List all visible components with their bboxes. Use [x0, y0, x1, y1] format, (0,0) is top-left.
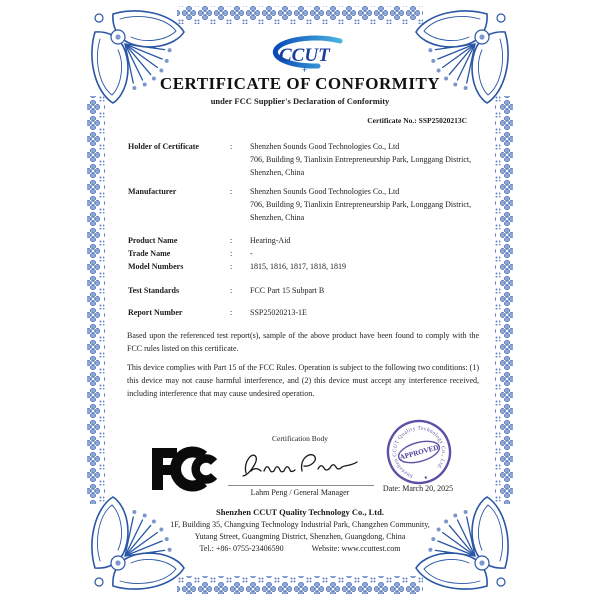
- field-value: FCC Part 15 Subpart B: [250, 286, 325, 295]
- ccut-logo-icon: [252, 34, 348, 76]
- company-tel: Tel.: +86- 0755-23406590: [199, 544, 284, 553]
- field-label: Holder of Certificate: [128, 142, 199, 151]
- field-colon: :: [230, 142, 233, 151]
- field-colon: :: [230, 262, 233, 271]
- statement-paragraph-1: Based upon the referenced test report(s), sample of the above product have been found to comply with the FCC rules listed on this certificate.: [127, 331, 479, 354]
- field-colon: :: [230, 236, 233, 245]
- field-row-manufacturer: [128, 185, 478, 224]
- signature-divider: [228, 485, 374, 486]
- field-label: Model Numbers: [128, 262, 184, 271]
- field-value: SSP25020213-1E: [250, 308, 307, 317]
- statement-paragraph-2: This device complies with Part 15 of the FCC Rules. Operation is subject to the following two conditions: (1) this device may not cause harmful interference, and (2) this device must accept any interference received, including interference that may cause undesired operation.: [127, 363, 479, 399]
- field-colon: :: [230, 187, 233, 196]
- field-label: Trade Name: [128, 249, 171, 258]
- field-row-report-number: [128, 306, 478, 319]
- ccut-logo-plus: +: [302, 65, 308, 75]
- ccut-logo-text: CCUT: [279, 45, 330, 66]
- stamp-center-text: APPROVED: [398, 443, 440, 462]
- field-value: Shenzhen Sounds Good Technologies Co., Ltd 706, Building 9, Tianlixin Entrepreneurship Park, Longgang District, Shenzhen, China: [250, 142, 472, 177]
- certification-body-label: Certification Body: [271, 434, 329, 443]
- field-label: Manufacturer: [128, 187, 177, 196]
- certificate-number: Certificate No.: SSP25020213C: [367, 116, 467, 125]
- field-label: Report Number: [128, 308, 183, 317]
- field-value: Hearing-Aid: [250, 236, 291, 245]
- page-title: CERTIFICATE OF CONFORMITY: [159, 74, 441, 93]
- field-row-test-standards: [128, 284, 478, 297]
- stamp-ring-text: Shenzhen CCUT Quality Technology Co., Ltd.: [392, 425, 447, 479]
- issue-date: Date: March 20, 2025: [382, 484, 454, 493]
- field-label: Product Name: [128, 236, 178, 245]
- field-colon: :: [230, 286, 233, 295]
- field-colon: :: [230, 249, 233, 258]
- company-address-line2: Yutang Street, Guangming District, Shenzhen, Guangdong, China: [194, 532, 406, 541]
- field-value: Shenzhen Sounds Good Technologies Co., Ltd 706, Building 9, Tianlixin Entrepreneurship Park, Longgang District, Shenzhen, China: [250, 187, 472, 222]
- field-value: 1815, 1816, 1817, 1818, 1819: [250, 262, 346, 271]
- signatory-name: Lahm Peng / General Manager: [250, 488, 350, 497]
- company-name: Shenzhen CCUT Quality Technology Co., Ltd.: [216, 507, 384, 517]
- approved-stamp-icon: [378, 414, 460, 494]
- field-row-trade-name: [128, 247, 478, 260]
- page-subtitle: under FCC Supplier's Declaration of Conformity: [210, 96, 390, 106]
- signature-icon: [238, 446, 362, 484]
- field-label: Test Standards: [128, 286, 180, 295]
- company-address-line1: 1F, Building 35, Changxing Technology Industrial Park, Changzhen Community,: [170, 520, 430, 529]
- field-row-holder: [128, 140, 478, 179]
- company-website: Website: www.ccuttest.com: [311, 544, 401, 553]
- company-contact-row: [0, 544, 600, 553]
- fcc-logo-icon: [150, 445, 224, 493]
- field-colon: :: [230, 308, 233, 317]
- stamp-star: ★: [423, 474, 429, 482]
- field-row-product-name: [128, 234, 478, 247]
- field-value: -: [250, 249, 253, 258]
- field-row-model-numbers: [128, 260, 478, 273]
